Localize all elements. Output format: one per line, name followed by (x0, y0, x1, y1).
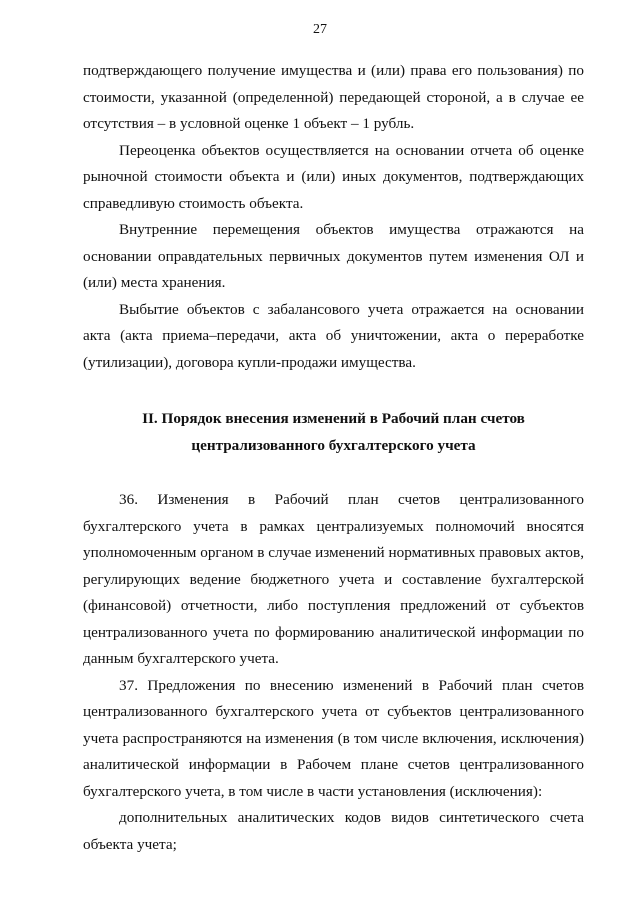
page-number: 27 (313, 22, 327, 37)
paragraph-36: 36. Изменения в Рабочий план счетов централизованного бухгалтерского учета в рамках централизуемых полномочий вносятся уполномоченным органом в случае изменений нормативных правовых актов, регулирующих ведение бюджетного учета и составление бухгалтерской (финансовой) отчетности, либо поступления предложений от субъектов централизованного учета по формированию аналитической информации по данным бухгалтерского учета. (83, 491, 584, 667)
section-heading (83, 406, 584, 459)
section-heading-line-1: II. Порядок внесения изменений в Рабочий план счетов (142, 410, 525, 427)
paragraph-37-item: дополнительных аналитических кодов видов синтетического счета объекта учета; (83, 809, 584, 853)
paragraph-2: Переоценка объектов осуществляется на основании отчета об оценке рыночной стоимости объекта и (или) иных документов, подтверждающих справедливую стоимость объекта. (83, 141, 584, 212)
paragraph-1: подтверждающего получение имущества и (или) права его пользования) по стоимости, указанной (определенной) передающей стороной, а в случае ее отсутствия – в условной оценке 1 объект – 1 рубль. (83, 62, 584, 132)
section-heading-line-2: централизованного бухгалтерского учета (191, 436, 476, 454)
paragraph-3: Внутренние перемещения объектов имущества отражаются на основании оправдательных первичных документов путем изменения ОЛ и (или) места хранения. (83, 221, 584, 291)
paragraph-4: Выбытие объектов с забалансового учета отражается на основании акта (акта приема–передачи, акта об уничтожении, акта о переработке (утилизации), договора купли-продажи имущества. (83, 300, 584, 371)
paragraph-37: 37. Предложения по внесению изменений в Рабочий план счетов централизованного бухгалтерского учета от субъектов централизованного учета распространяются на изменения (в том числе включения, исключения) аналитической информации в Рабочем плане счетов централизованного бухгалтерского учета, в том числе в части установления (исключения): (83, 676, 584, 800)
document-body (83, 58, 584, 858)
